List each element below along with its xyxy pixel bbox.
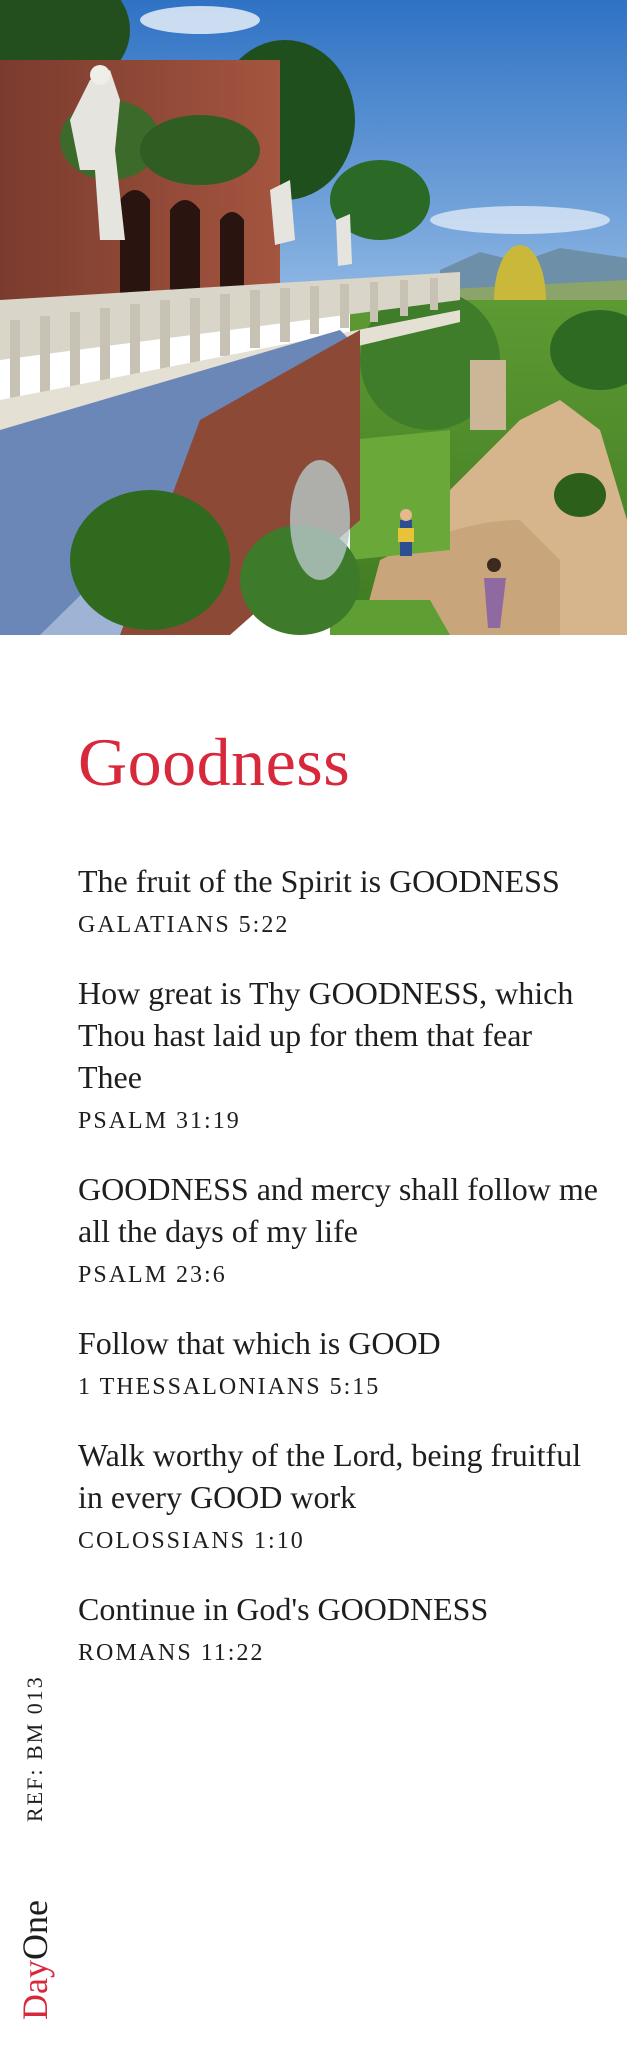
verse-reference: ROMANS 11:22 [78, 1640, 265, 1666]
verse-list [78, 860, 598, 1700]
verse-item [78, 1168, 598, 1292]
brand-logo [14, 1850, 58, 2020]
product-reference: REF: BM 013 [22, 1675, 47, 1822]
verse-reference: PSALM 23:6 [78, 1262, 227, 1288]
verse-text: Walk worthy of the Lord, being fruitful in every GOOD work [78, 1437, 582, 1515]
brand-logo-day: Day [15, 1960, 55, 2020]
brand-logo-one: One [15, 1900, 55, 1961]
page-title: Goodness [78, 724, 351, 800]
verse-text: GOODNESS and mercy shall follow me all the days of my life [78, 1171, 598, 1249]
verse-reference: COLOSSIANS 1:10 [78, 1528, 305, 1554]
verse-text: Continue in God's GOODNESS [78, 1591, 489, 1627]
verse-reference: 1 THESSALONIANS 5:15 [78, 1374, 381, 1400]
verse-item [78, 1322, 598, 1404]
verse-item [78, 972, 598, 1138]
verse-text: The fruit of the Spirit is GOODNESS [78, 863, 560, 899]
verse-text: How great is Thy GOODNESS, which Thou hast laid up for them that fear Thee [78, 975, 574, 1095]
verse-item [78, 1434, 598, 1558]
verse-text: Follow that which is GOOD [78, 1325, 441, 1361]
verse-item [78, 1588, 598, 1670]
garden-terrace-photo [0, 0, 627, 635]
verse-reference: GALATIANS 5:22 [78, 912, 290, 938]
verse-item [78, 860, 598, 942]
verse-reference: PSALM 31:19 [78, 1108, 241, 1134]
